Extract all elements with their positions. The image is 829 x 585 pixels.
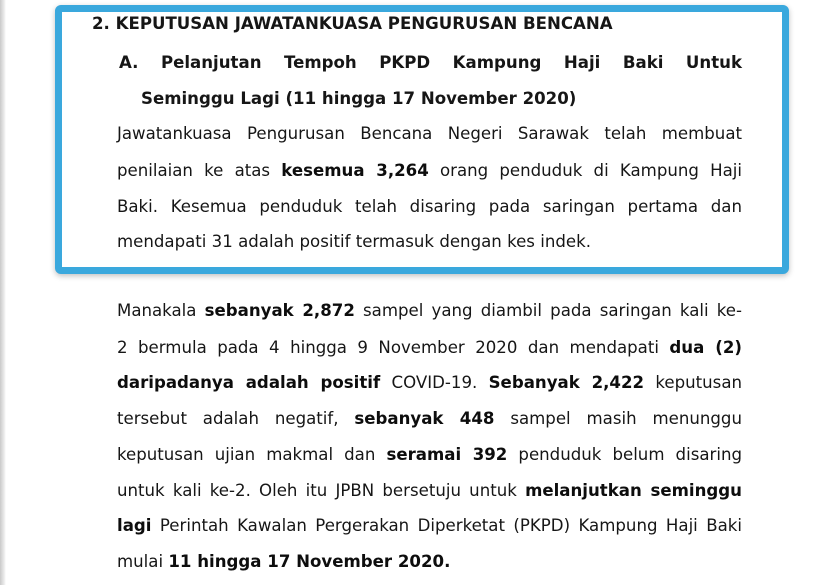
body-paragraph-line-4: tersebut adalah negatif, sebanyak 448 sampel masih menunggu	[117, 409, 742, 428]
box-paragraph-line-4: mendapati 31 adalah positif termasuk dengan kes indek.	[117, 232, 591, 251]
emphasis-unscreened-count: seramai 392	[386, 445, 508, 464]
emphasis-total-residents: kesemua 3,264	[281, 161, 429, 180]
body-paragraph-line-8: mulai 11 hingga 17 November 2020.	[117, 552, 451, 571]
subheading-line-2: Seminggu Lagi (11 hingga 17 November 2020)	[141, 89, 577, 108]
box-paragraph-line-3: Baki. Kesemua penduduk telah disaring pada saringan pertama dan	[117, 197, 742, 216]
body-paragraph-line-6: untuk kali ke-2. Oleh itu JPBN bersetuju untuk melanjutkan seminggu	[117, 481, 742, 500]
emphasis-extend-decision-cont: lagi	[117, 516, 152, 535]
box-paragraph-line-1: Jawatankuasa Pengurusan Bencana Negeri Sarawak telah membuat	[117, 124, 742, 143]
section-heading: 2. KEPUTUSAN JAWATANKUASA PENGURUSAN BENCANA	[92, 14, 613, 33]
emphasis-pending-count: sebanyak 448	[354, 409, 495, 428]
emphasis-extend-decision: melanjutkan seminggu	[525, 481, 742, 500]
emphasis-negative-count: Sebanyak 2,422	[488, 373, 645, 392]
body-paragraph-line-7: lagi Perintah Kawalan Pergerakan Diperketat (PKPD) Kampung Haji Baki	[117, 516, 742, 535]
body-paragraph-line-5: keputusan ujian makmal dan seramai 392 penduduk belum disaring	[117, 445, 742, 464]
body-paragraph-line-1: Manakala sebanyak 2,872 sampel yang diambil pada saringan kali ke-	[117, 301, 742, 320]
subheading-line-1: A. Pelanjutan Tempoh PKPD Kampung Haji Baki Untuk	[119, 53, 742, 72]
body-paragraph-line-3: daripadanya adalah positif COVID-19. Sebanyak 2,422 keputusan	[117, 373, 743, 392]
emphasis-positive-count: dua (2)	[669, 338, 742, 357]
body-paragraph-line-2: 2 bermula pada 4 hingga 9 November 2020 dan mendapati dua (2)	[117, 338, 742, 357]
box-paragraph-line-2: penilaian ke atas kesemua 3,264 orang penduduk di Kampung Haji	[117, 161, 742, 180]
page-edge-shadow	[0, 0, 6, 585]
emphasis-positive-text: daripadanya adalah positif	[117, 373, 381, 392]
emphasis-samples-count: sebanyak 2,872	[204, 301, 355, 320]
emphasis-date-range: 11 hingga 17 November 2020.	[168, 552, 451, 571]
